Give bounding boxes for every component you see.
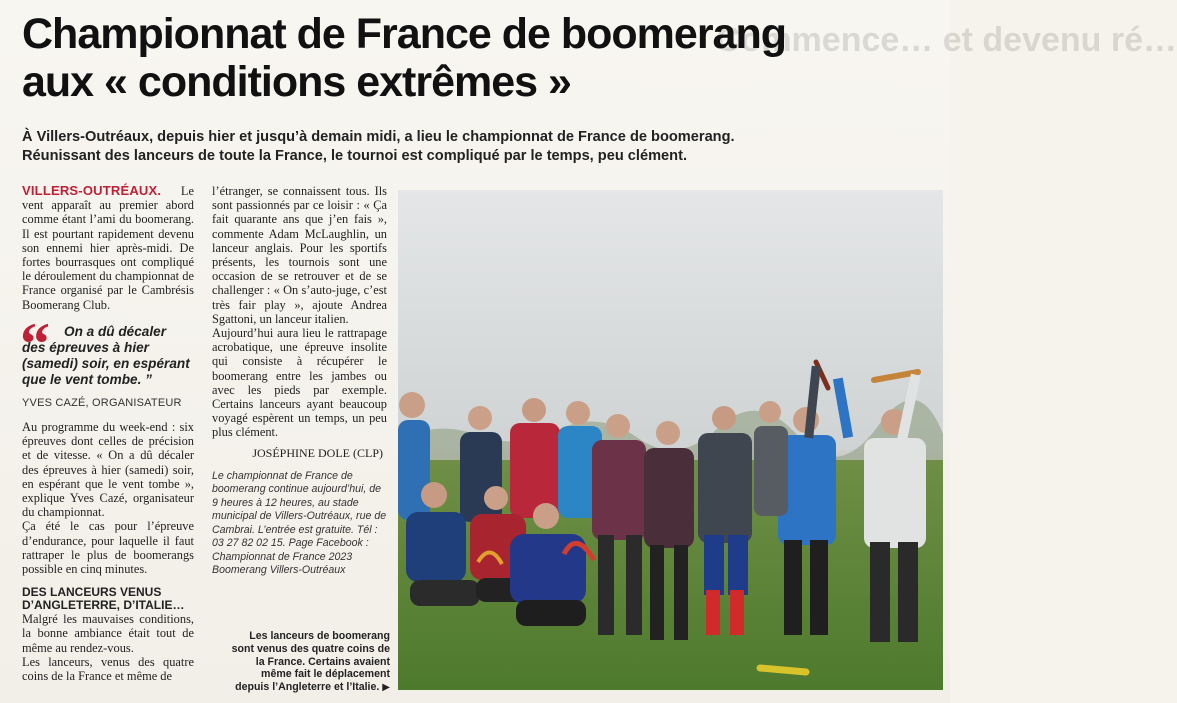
paragraph-3: Ça été le cas pour l’épreuve d’endurance, pour laquelle il faut rattraper le plus de boomerangs possible en cinq minutes. — [22, 519, 194, 577]
group-photo — [398, 190, 943, 690]
dateline: VILLERS-OUTRÉAUX. — [22, 183, 162, 198]
paragraph-7: Aujourd’hui aura lieu le rattrapage acrobatique, une épreuve insolite qui consiste à récupérer le boomerang entre les jambes ou avec les pieds par exemple. Certains lanceurs ayant beaucoup voyagé espèrent un temps, un peu plus clément. — [212, 326, 387, 440]
lede-line-2: Réunissant des lanceurs de toute la France, le tournoi est compliqué par le temps, peu clément. — [22, 148, 687, 164]
photo-caption-text: Les lanceurs de boomerang sont venus des quatre coins de la France. Certains avaient même fait le déplacement depuis l’Angleterre et l’Italie. — [231, 630, 390, 694]
photo-caption — [226, 630, 390, 695]
byline: JOSÉPHINE DOLE (CLP) — [252, 445, 383, 460]
pull-quote — [20, 310, 194, 410]
paragraph-1 — [22, 184, 194, 312]
paragraph-5: Les lanceurs, venus des quatre coins de la France et même de — [22, 654, 194, 684]
paragraph-4: Malgré les mauvaises conditions, la bonne ambiance était tout de même au rendez-vous. — [22, 612, 194, 655]
caption-arrow-icon: ▶ — [382, 682, 390, 694]
practical-info: Le championnat de France de boomerang continue aujourd’hui, de 9 heures à 12 heures, au stade municipal de Villers-Outréaux, rue de Cambrai. L’entrée est gratuite. Tél : 03 27 82 02 15. Page Facebook : Championnat de France 2023 Boomerang Villers-Outréaux — [212, 469, 387, 577]
pull-quote-author: YVES CAZÉ, ORGANISATEUR — [22, 396, 182, 409]
headline-line-1: Championnat de France de boomerang — [22, 10, 786, 58]
paragraph-1-text: Le vent apparaît au premier abord comme étant l’ami du boomerang. Il est pourtant rapidement devenu son ennemi hier après-midi. De fortes bourrasques ont compliqué le déroulement du championnat de France organisé par le Cambrésis Boomerang Club. — [22, 184, 194, 312]
lede — [22, 128, 922, 166]
lede-line-1: À Villers-Outréaux, depuis hier et jusqu’à demain midi, a lieu le championnat de France de boomerang. — [22, 129, 735, 145]
group-photo-illustration — [398, 190, 943, 690]
article-column-2 — [212, 184, 387, 578]
headline-line-2: aux « conditions extrêmes » — [22, 58, 571, 106]
pull-quote-line-1: On a dû décaler — [64, 323, 166, 339]
article-column-1 — [22, 184, 194, 683]
quote-mark-icon: “ — [20, 310, 50, 377]
paragraph-6: l’étranger, se connaissent tous. Ils sont passionnés par ce loisir : « Ça fait quarante ans que j’en fais », commente Adam McLaughlin, un lanceur anglais. Pour les sportifs présents, les tournois sont une occasion de se retrouver et de se challenger : « On s’auto-juge, c’est très fair play », ajoute Andrea Sgattoni, un lanceur italien. — [212, 184, 387, 326]
subheading: DES LANCEURS VENUS D’ANGLETERRE, D’ITALIE… — [22, 585, 185, 613]
headline — [22, 10, 802, 106]
adjacent-article-title-faded: Commence… et devenu ré… — [716, 21, 1177, 59]
pull-quote-rest: des épreuves à hier (samedi) soir, en espérant que le vent tombe. ” — [22, 339, 190, 387]
paragraph-2: Au programme du week-end : six épreuves dont celles de précision et de vitesse. « On a dû décaler des épreuves à hier (samedi) soir, en espérant que le vent tombe », explique Yves Cazé, organisateur du championnat. — [22, 420, 194, 520]
